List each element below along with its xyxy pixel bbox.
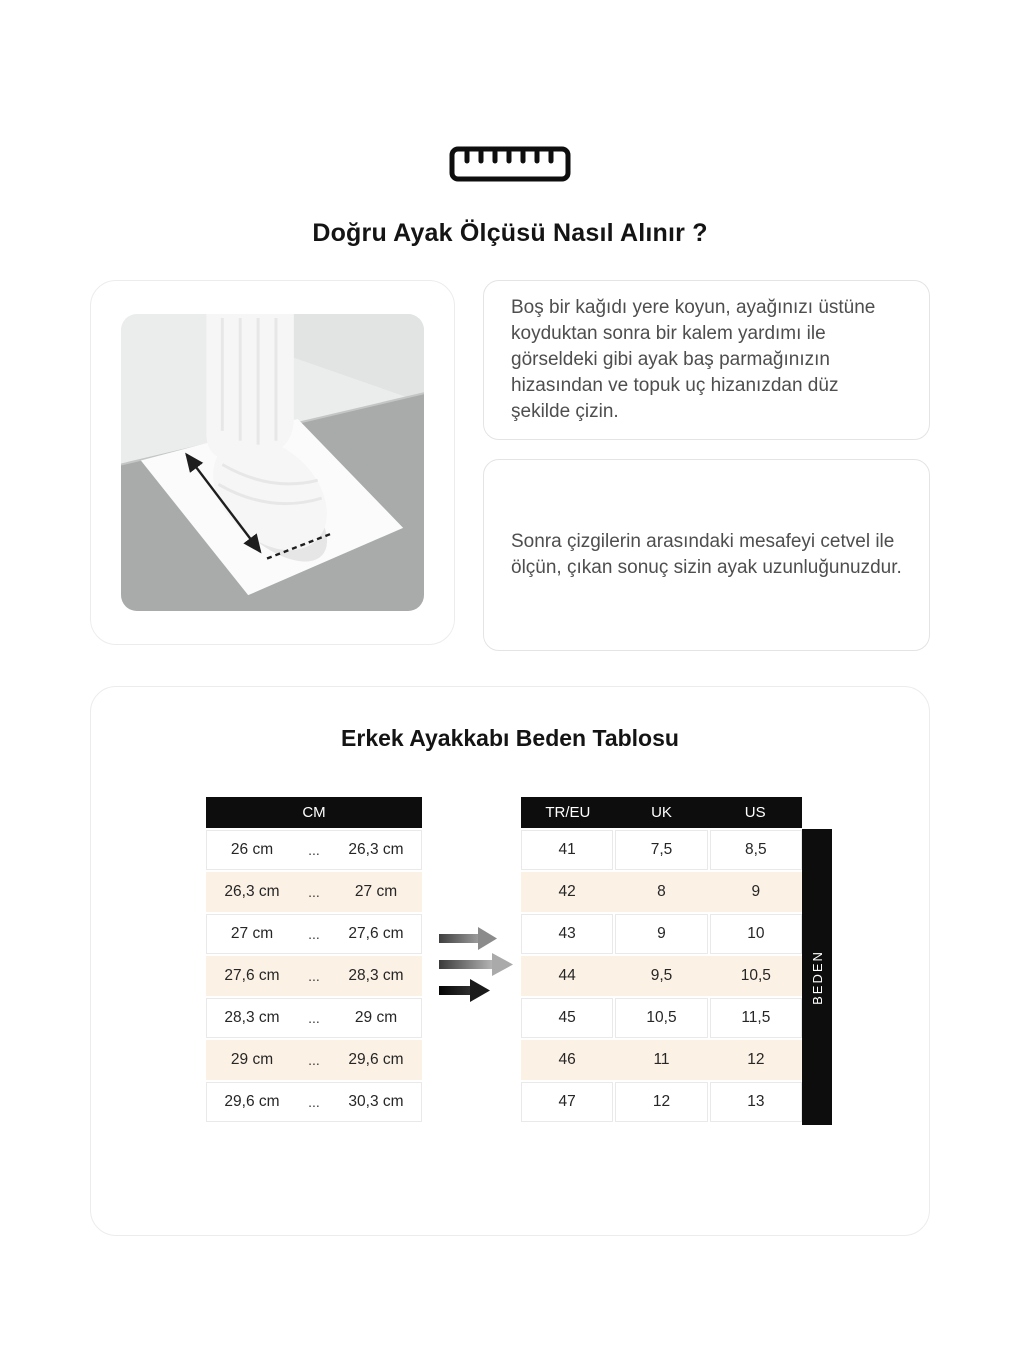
range-dots: ... bbox=[308, 884, 320, 900]
foot-on-paper-illustration bbox=[121, 314, 424, 611]
size-tr-eu: 44 bbox=[521, 956, 613, 996]
instruction-step-1-text: Boş bir kağıdı yere koyun, ayağınızı üstüne koyduktan sonra bir kalem yardımı ile görseldeki gibi ayak baş parmağınızın hizasından ve topuk uç hizanızdan düz şekilde çizin. bbox=[511, 297, 876, 422]
cm-table-header: CM bbox=[206, 797, 422, 828]
size-us: 10 bbox=[710, 914, 802, 954]
cm-min: 26,3 cm bbox=[224, 883, 280, 900]
header-tr-eu: TR/EU bbox=[545, 804, 591, 821]
cm-min: 29,6 cm bbox=[224, 1093, 280, 1110]
size-tr-eu: 45 bbox=[521, 998, 613, 1038]
size-uk: 8 bbox=[615, 872, 707, 912]
range-dots: ... bbox=[308, 926, 320, 942]
header-us: US bbox=[744, 804, 766, 821]
cm-table-row bbox=[206, 830, 422, 870]
page-title: Doğru Ayak Ölçüsü Nasıl Alınır ? bbox=[312, 219, 708, 247]
size-table-card bbox=[90, 686, 930, 1236]
cm-min: 29 cm bbox=[230, 1051, 274, 1068]
conversion-table-row bbox=[521, 872, 802, 912]
conversion-table-row bbox=[521, 830, 802, 870]
cm-min: 27,6 cm bbox=[224, 967, 280, 984]
beden-side-label: BEDEN bbox=[809, 949, 825, 1005]
header-uk: UK bbox=[651, 804, 672, 821]
size-uk: 12 bbox=[615, 1082, 707, 1122]
cm-table-row bbox=[206, 998, 422, 1038]
conversion-table-row bbox=[521, 914, 802, 954]
size-uk: 10,5 bbox=[615, 998, 707, 1038]
cm-max: 26,3 cm bbox=[348, 841, 404, 858]
conversion-table-header bbox=[521, 797, 802, 828]
cm-max: 29 cm bbox=[354, 1009, 398, 1026]
howto-section bbox=[90, 280, 930, 651]
size-us: 11,5 bbox=[710, 998, 802, 1038]
size-tr-eu: 43 bbox=[521, 914, 613, 954]
conversion-table bbox=[521, 797, 802, 1122]
conversion-arrows-icon bbox=[436, 925, 516, 1005]
cm-min: 27 cm bbox=[230, 925, 274, 942]
foot-measure-photo bbox=[121, 314, 424, 611]
instruction-cards bbox=[483, 280, 930, 651]
range-dots: ... bbox=[308, 1094, 320, 1110]
size-tr-eu: 42 bbox=[521, 872, 613, 912]
range-dots: ... bbox=[308, 1010, 320, 1026]
beden-side-label-bar bbox=[802, 829, 832, 1125]
cm-max: 27,6 cm bbox=[348, 925, 404, 942]
instruction-step-2-text: Sonra çizgilerin arasındaki mesafeyi cetvel ile ölçün, çıkan sonuç sizin ayak uzunluğunuzdur. bbox=[511, 531, 902, 578]
size-tr-eu: 46 bbox=[521, 1040, 613, 1080]
conversion-table-row bbox=[521, 1040, 802, 1080]
size-uk: 9 bbox=[615, 914, 707, 954]
cm-max: 30,3 cm bbox=[348, 1093, 404, 1110]
size-us: 13 bbox=[710, 1082, 802, 1122]
range-dots: ... bbox=[308, 968, 320, 984]
cm-table bbox=[206, 797, 422, 1122]
cm-min: 26 cm bbox=[230, 841, 274, 858]
range-dots: ... bbox=[308, 842, 320, 858]
size-us: 10,5 bbox=[710, 956, 802, 996]
cm-max: 27 cm bbox=[354, 883, 398, 900]
range-dots: ... bbox=[308, 1052, 320, 1068]
instruction-step-1-card bbox=[483, 280, 930, 440]
size-tr-eu: 47 bbox=[521, 1082, 613, 1122]
cm-table-row bbox=[206, 1040, 422, 1080]
hero-section bbox=[0, 0, 1020, 248]
foot-measure-photo-card bbox=[90, 280, 455, 645]
cm-table-row bbox=[206, 914, 422, 954]
conversion-table-row bbox=[521, 998, 802, 1038]
size-uk: 11 bbox=[615, 1040, 707, 1080]
cm-min: 28,3 cm bbox=[224, 1009, 280, 1026]
size-uk: 7,5 bbox=[615, 830, 707, 870]
size-us: 12 bbox=[710, 1040, 802, 1080]
size-table-title: Erkek Ayakkabı Beden Tablosu bbox=[341, 725, 679, 751]
size-us: 8,5 bbox=[710, 830, 802, 870]
size-us: 9 bbox=[710, 872, 802, 912]
cm-table-row bbox=[206, 956, 422, 996]
cm-table-row bbox=[206, 1082, 422, 1122]
instruction-step-2-card bbox=[483, 459, 930, 651]
cm-max: 28,3 cm bbox=[348, 967, 404, 984]
conversion-table-row bbox=[521, 956, 802, 996]
size-uk: 9,5 bbox=[615, 956, 707, 996]
ruler-icon bbox=[449, 146, 571, 187]
size-tr-eu: 41 bbox=[521, 830, 613, 870]
conversion-table-row bbox=[521, 1082, 802, 1122]
cm-table-row bbox=[206, 872, 422, 912]
cm-max: 29,6 cm bbox=[348, 1051, 404, 1068]
